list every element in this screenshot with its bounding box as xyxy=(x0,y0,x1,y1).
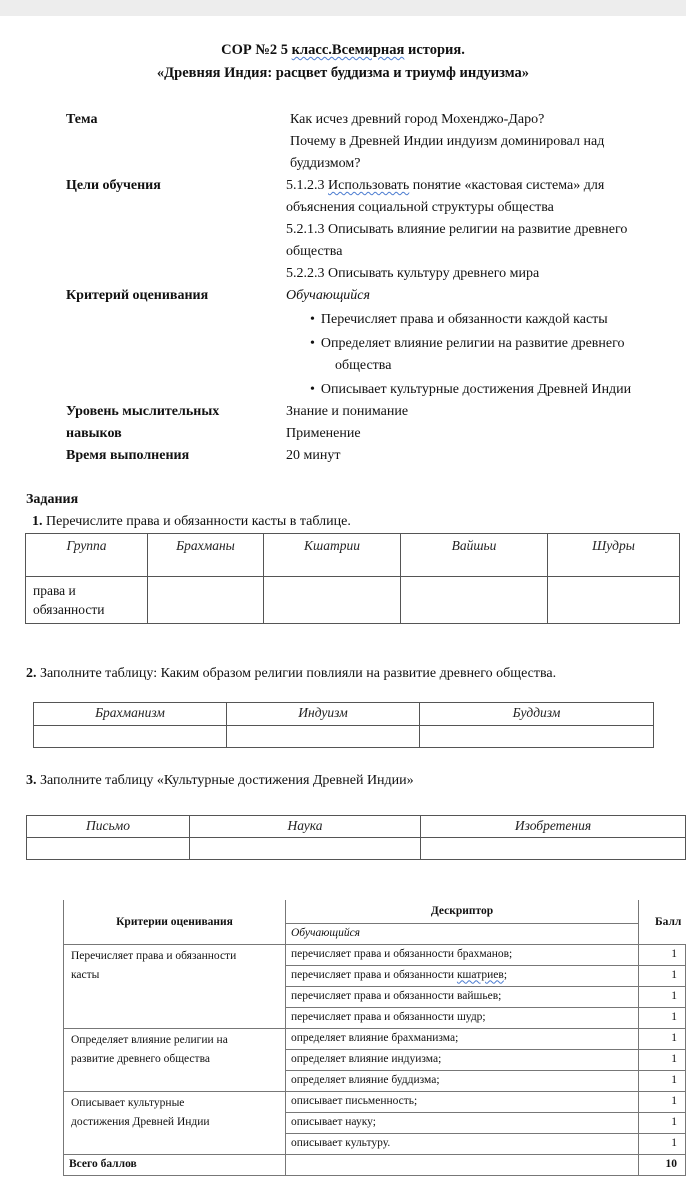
rubric-total-empty xyxy=(286,1154,639,1175)
rubric-descriptor: перечисляет права и обязанности шудр; xyxy=(286,1007,639,1028)
culture-cell-writing[interactable] xyxy=(27,838,190,860)
caste-cell-brahmins[interactable] xyxy=(148,577,264,624)
task1-text: 1. Перечислите права и обязанности касты в таблице. xyxy=(32,514,351,529)
time-value: 20 минут xyxy=(286,448,341,463)
caste-header-shudras: Шудры xyxy=(548,534,680,577)
time-label: Время выполнения xyxy=(66,448,190,463)
culture-header-inventions: Изобретения xyxy=(421,816,686,838)
rubric-descriptor: перечисляет права и обязанности кшатриев; xyxy=(286,965,639,986)
top-bar xyxy=(0,0,686,16)
criteria-label: Критерий оценивания xyxy=(66,288,209,303)
rubric-table xyxy=(63,900,686,1176)
tasks-heading: Задания xyxy=(26,492,79,507)
topic-line2: Почему в Древней Индии индуизм доминировал над xyxy=(290,134,605,149)
rubric-header-criteria: Критерии оценивания xyxy=(64,900,286,944)
caste-row-label: права и обязанности xyxy=(26,577,148,624)
rubric-criterion-2: Определяет влияние религии на развитие древнего общества xyxy=(64,1028,286,1091)
criteria-intro: Обучающийся xyxy=(286,288,371,303)
rubric-descriptor: определяет влияние буддизма; xyxy=(286,1070,639,1091)
goal1-line1: 5.1.2.3 Использовать понятие «кастовая система» для xyxy=(286,178,605,193)
rubric-descriptor: перечисляет права и обязанности брахманов; xyxy=(286,944,639,965)
caste-header-kshatriyas: Кшатрии xyxy=(264,534,401,577)
criteria-bullet1: • Перечисляет права и обязанности каждой касты xyxy=(310,312,608,328)
goal3: 5.2.2.3 Описывать культуру древнего мира xyxy=(286,266,540,281)
goal2-line2: общества xyxy=(286,244,343,259)
level-label-line2: навыков xyxy=(66,426,122,441)
rubric-point: 1 xyxy=(639,944,686,965)
religion-header-brahmanism: Брахманизм xyxy=(34,703,227,726)
rubric-point: 1 xyxy=(639,1028,686,1049)
rubric-point: 1 xyxy=(639,965,686,986)
rubric-point: 1 xyxy=(639,1007,686,1028)
task3-text: 3. Заполните таблицу «Культурные достижения Древней Индии» xyxy=(26,773,414,788)
religion-cell-hinduism[interactable] xyxy=(227,726,420,748)
criteria-bullet2: • Определяет влияние религии на развитие древнего xyxy=(310,336,625,352)
culture-cell-science[interactable] xyxy=(190,838,421,860)
topic-line1: Как исчез древний город Мохенджо-Даро? xyxy=(290,112,545,127)
religion-cell-brahmanism[interactable] xyxy=(34,726,227,748)
rubric-criterion-1: Перечисляет права и обязанности касты xyxy=(64,944,286,1028)
culture-header-writing: Письмо xyxy=(27,816,190,838)
task2-text: 2. Заполните таблицу: Каким образом религии повлияли на развитие древнего общества. xyxy=(26,666,557,681)
rubric-total-label: Всего баллов xyxy=(64,1154,286,1175)
rubric-header-points: Балл xyxy=(639,900,686,944)
level-label-line1: Уровень мыслительных xyxy=(66,404,220,419)
doc-title-line2: «Древняя Индия: расцвет буддизма и триумф индуизма» xyxy=(156,65,530,81)
caste-header-vaishyas: Вайшьи xyxy=(401,534,548,577)
religion-header-hinduism: Индуизм xyxy=(227,703,420,726)
rubric-header-descriptor: Дескриптор xyxy=(286,900,639,923)
rubric-point: 1 xyxy=(639,1133,686,1154)
rubric-descriptor: определяет влияние брахманизма; xyxy=(286,1028,639,1049)
rubric-point: 1 xyxy=(639,1070,686,1091)
topic-label: Тема xyxy=(66,112,98,127)
rubric-descriptor: описывает письменность; xyxy=(286,1091,639,1112)
caste-cell-vaishyas[interactable] xyxy=(401,577,548,624)
rubric-point: 1 xyxy=(639,1049,686,1070)
rubric-descriptor: определяет влияние индуизма; xyxy=(286,1049,639,1070)
rubric-criterion-3: Описывает культурные достижения Древней Индии xyxy=(64,1091,286,1154)
topic-line3: буддизмом? xyxy=(290,156,361,171)
criteria-bullet3: • Описывает культурные достижения Древней Индии xyxy=(310,382,631,398)
caste-table xyxy=(25,533,680,624)
rubric-intro: Обучающийся xyxy=(286,923,639,944)
level-value1: Знание и понимание xyxy=(286,404,409,419)
religion-cell-buddhism[interactable] xyxy=(420,726,654,748)
religion-table xyxy=(33,702,654,748)
rubric-descriptor: перечисляет права и обязанности вайшьев; xyxy=(286,986,639,1007)
rubric-point: 1 xyxy=(639,986,686,1007)
caste-header-brahmins: Брахманы xyxy=(148,534,264,577)
rubric-total-value: 10 xyxy=(639,1154,686,1175)
rubric-descriptor: описывает культуру. xyxy=(286,1133,639,1154)
culture-table xyxy=(26,815,686,860)
culture-cell-inventions[interactable] xyxy=(421,838,686,860)
caste-cell-kshatriyas[interactable] xyxy=(264,577,401,624)
level-value2: Применение xyxy=(286,426,361,441)
goal1-line2: объяснения социальной структуры общества xyxy=(286,200,554,215)
criteria-bullet2-line2: общества xyxy=(335,358,392,373)
goals-label: Цели обучения xyxy=(66,178,161,193)
culture-header-science: Наука xyxy=(190,816,421,838)
caste-cell-shudras[interactable] xyxy=(548,577,680,624)
religion-header-buddhism: Буддизм xyxy=(420,703,654,726)
doc-title-line1: СОР №2 5 класс.Всемирная история. xyxy=(221,42,465,58)
rubric-point: 1 xyxy=(639,1112,686,1133)
caste-header-group: Группа xyxy=(26,534,148,577)
goal2-line1: 5.2.1.3 Описывать влияние религии на развитие древнего xyxy=(286,222,628,237)
rubric-descriptor: описывает науку; xyxy=(286,1112,639,1133)
rubric-point: 1 xyxy=(639,1091,686,1112)
